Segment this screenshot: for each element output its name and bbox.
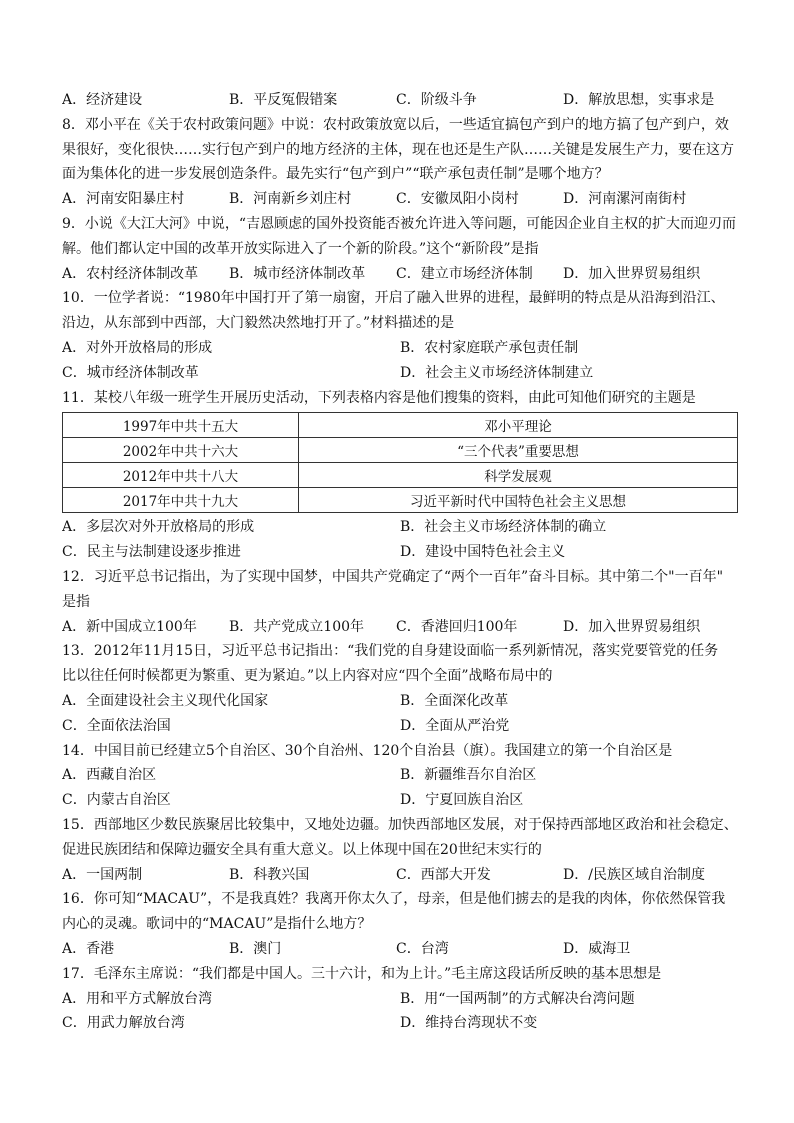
question-12 [62, 565, 740, 639]
q16-stem-line-2: 内心的灵魂。歌词中的“MACAU”是指什么地方？ [62, 916, 372, 933]
q17-stem-line-1: 17．毛泽东主席说：“我们都是中国人。三十六计，和为上计。”毛主席这段话所反映的基本思想是 [62, 965, 662, 982]
question-13 [62, 639, 740, 738]
q9-options [62, 262, 740, 287]
q10-option-a[interactable]: A．对外开放格局的形成 [62, 339, 213, 356]
q10-options-row-1 [62, 336, 740, 361]
q16-option-d[interactable]: D．威海卫 [563, 940, 631, 957]
q14-option-a[interactable]: A．西藏自治区 [62, 767, 157, 784]
table-cell-theory: “三个代表”重要思想 [299, 438, 738, 463]
q7-option-a[interactable]: A．经济建设 [62, 92, 143, 108]
q12-option-d[interactable]: D．加入世界贸易组织 [563, 618, 701, 635]
q11-option-a[interactable]: A．多层次对外开放格局的形成 [62, 519, 255, 536]
q13-option-b[interactable]: B．全面深化改革 [400, 692, 509, 709]
q16-option-c[interactable]: C．台湾 [396, 940, 449, 957]
table-row [63, 413, 738, 438]
q17-options-row-2 [62, 1011, 740, 1036]
q17-option-b[interactable]: B．用“一国两制”的方式解决台湾问题 [400, 990, 635, 1007]
q12-stem-line-2: 是指 [62, 593, 90, 610]
q15-option-c[interactable]: C．西部大开发 [396, 866, 491, 883]
q9-option-c[interactable]: C．建立市场经济体制 [396, 265, 533, 282]
table-row [63, 463, 738, 488]
q12-options [62, 615, 740, 640]
q10-stem-line-2: 沿边，从东部到中西部，大门毅然决然地打开了。”材料描述的是 [62, 315, 455, 332]
q11-options-row-2 [62, 540, 740, 565]
q7-option-d[interactable]: D．解放思想，实事求是 [563, 92, 715, 108]
q13-stem-line-2: 比以往任何时候都更为繁重、更为紧迫。”以上内容对应“四个全面”战略布局中的 [62, 668, 553, 685]
q11-option-c[interactable]: C．民主与法制建设逐步推进 [62, 544, 241, 561]
q8-options [62, 187, 740, 212]
table-cell-theory: 邓小平理论 [299, 413, 738, 438]
q7-option-c[interactable]: C．阶级斗争 [396, 92, 477, 108]
q14-stem-line-1: 14．中国目前已经建立5个自治区、30个自治州、120个自治县（旗）。我国建立的第一个自治区是 [62, 742, 673, 759]
q17-options-row-1 [62, 987, 740, 1012]
q11-options-row-1 [62, 515, 740, 540]
question-17 [62, 962, 740, 1036]
q9-option-d[interactable]: D．加入世界贸易组织 [563, 265, 701, 282]
q17-option-a[interactable]: A．用和平方式解放台湾 [62, 990, 213, 1007]
q17-option-d[interactable]: D．维持台湾现状不变 [400, 1015, 538, 1032]
q12-stem-line-1: 12．习近平总书记指出，为了实现中国梦，中国共产党确定了“两个一百年”奋斗目标。其中第二个"一百年" [62, 568, 724, 585]
q15-option-d[interactable]: D．/民族区域自治制度 [563, 866, 705, 883]
q10-option-d[interactable]: D．社会主义市场经济体制建立 [400, 364, 594, 381]
q8-stem-line-3: 面为集体化的进一步发展创造条件。最先实行“包产到户”“联产承包责任制”是哪个地方？ [62, 166, 609, 183]
question-11 [62, 386, 740, 565]
q12-option-a[interactable]: A．新中国成立100年 [62, 618, 197, 635]
q12-option-b[interactable]: B．共产党成立100年 [229, 618, 365, 635]
q10-options-row-2 [62, 361, 740, 386]
table-cell-congress: 2017年中共十九大 [63, 488, 299, 513]
q10-stem-line-1: 10．一位学者说：“1980年中国打开了第一扇窗，开启了融入世界的进程，最鲜明的特点是从沿海到沿江、 [62, 290, 725, 307]
table-cell-congress: 2002年中共十六大 [63, 438, 299, 463]
q8-option-c[interactable]: C．安徽凤阳小岗村 [396, 191, 519, 208]
q9-option-a[interactable]: A．农村经济体制改革 [62, 265, 199, 282]
q8-option-a[interactable]: A．河南安阳暴庄村 [62, 191, 185, 208]
question-9 [62, 212, 740, 286]
question-8 [62, 113, 740, 212]
q15-stem-line-2: 促进民族团结和保障边疆安全具有重大意义。以上体现中国在20世纪末实行的 [62, 841, 542, 858]
q13-options-row-1 [62, 689, 740, 714]
question-15 [62, 813, 740, 887]
q11-table [62, 412, 738, 513]
q8-stem-line-1: 8．邓小平在《关于农村政策问题》中说：农村政策放宽以后，一些适宜搞包产到户的地方搞了包产到户，效 [62, 116, 729, 133]
q14-option-d[interactable]: D．宁夏回族自治区 [400, 792, 524, 809]
table-cell-congress: 1997年中共十五大 [63, 413, 299, 438]
q11-stem-line: 11．某校八年级一班学生开展历史活动，下列表格内容是他们搜集的资料，由此可知他们研究的主题是 [62, 389, 696, 406]
q10-option-c[interactable]: C．城市经济体制改革 [62, 364, 199, 381]
q12-option-c[interactable]: C．香港回归100年 [396, 618, 518, 635]
q11-option-b[interactable]: B．社会主义市场经济体制的确立 [400, 519, 607, 536]
q7-options [62, 88, 740, 113]
q14-option-b[interactable]: B．新疆维吾尔自治区 [400, 767, 537, 784]
q14-options-row-2 [62, 788, 740, 813]
exam-page [62, 88, 740, 1036]
q9-option-b[interactable]: B．城市经济体制改革 [229, 265, 366, 282]
table-cell-theory: 习近平新时代中国特色社会主义思想 [299, 488, 738, 513]
q14-options-row-1 [62, 763, 740, 788]
q16-option-b[interactable]: B．澳门 [229, 940, 282, 957]
q9-stem-line-1: 9．小说《大江大河》中说，“吉恩顾虑的国外投资能否被允许进入等问题，可能因企业自主权的扩大而迎刃而 [62, 215, 737, 232]
q15-option-a[interactable]: A．一国两制 [62, 866, 143, 883]
q15-option-b[interactable]: B．科教兴国 [229, 866, 310, 883]
q7-option-b[interactable]: B．平反冤假错案 [229, 92, 338, 108]
table-cell-theory: 科学发展观 [299, 463, 738, 488]
q16-option-a[interactable]: A．香港 [62, 940, 115, 957]
q17-option-c[interactable]: C．用武力解放台湾 [62, 1015, 185, 1032]
q8-option-b[interactable]: B．河南新乡刘庄村 [229, 191, 352, 208]
question-14 [62, 739, 740, 813]
q15-options [62, 863, 740, 888]
q8-option-d[interactable]: D．河南漯河南街村 [563, 191, 687, 208]
q14-option-c[interactable]: C．内蒙古自治区 [62, 792, 171, 809]
q10-option-b[interactable]: B．农村家庭联产承包责任制 [400, 339, 579, 356]
q13-stem-line-1: 13．2012年11月15日，习近平总书记指出：“我们党的自身建设面临一系列新情况，落实党要管党的任务 [62, 643, 719, 660]
table-cell-congress: 2012年中共十八大 [63, 463, 299, 488]
q13-option-c[interactable]: C．全面依法治国 [62, 717, 171, 734]
q16-options [62, 937, 740, 962]
q16-stem-line-1: 16．你可知“MACAU”，不是我真姓？我离开你太久了，母亲，但是他们掳去的是我的肉体，你依然保管我 [62, 891, 726, 908]
table-row [63, 438, 738, 463]
q13-option-d[interactable]: D．全面从严治党 [400, 717, 510, 734]
q15-stem-line-1: 15．西部地区少数民族聚居比较集中，又地处边疆。加快西部地区发展，对于保持西部地区政治和社会稳定、 [62, 816, 738, 833]
question-16 [62, 887, 740, 961]
q11-option-d[interactable]: D．建设中国特色社会主义 [400, 544, 566, 561]
q13-options-row-2 [62, 714, 740, 739]
q8-stem-line-2: 果很好，变化很快……实行包产到户的地方经济的主体，现在也还是生产队……关键是发展生产力，要在这方 [62, 141, 734, 158]
question-10 [62, 286, 740, 385]
table-row [63, 488, 738, 513]
q13-option-a[interactable]: A．全面建设社会主义现代化国家 [62, 692, 269, 709]
q9-stem-line-2: 解。他们都认定中国的改革开放实际进入了一个新的阶段。”这个“新阶段”是指 [62, 240, 539, 257]
